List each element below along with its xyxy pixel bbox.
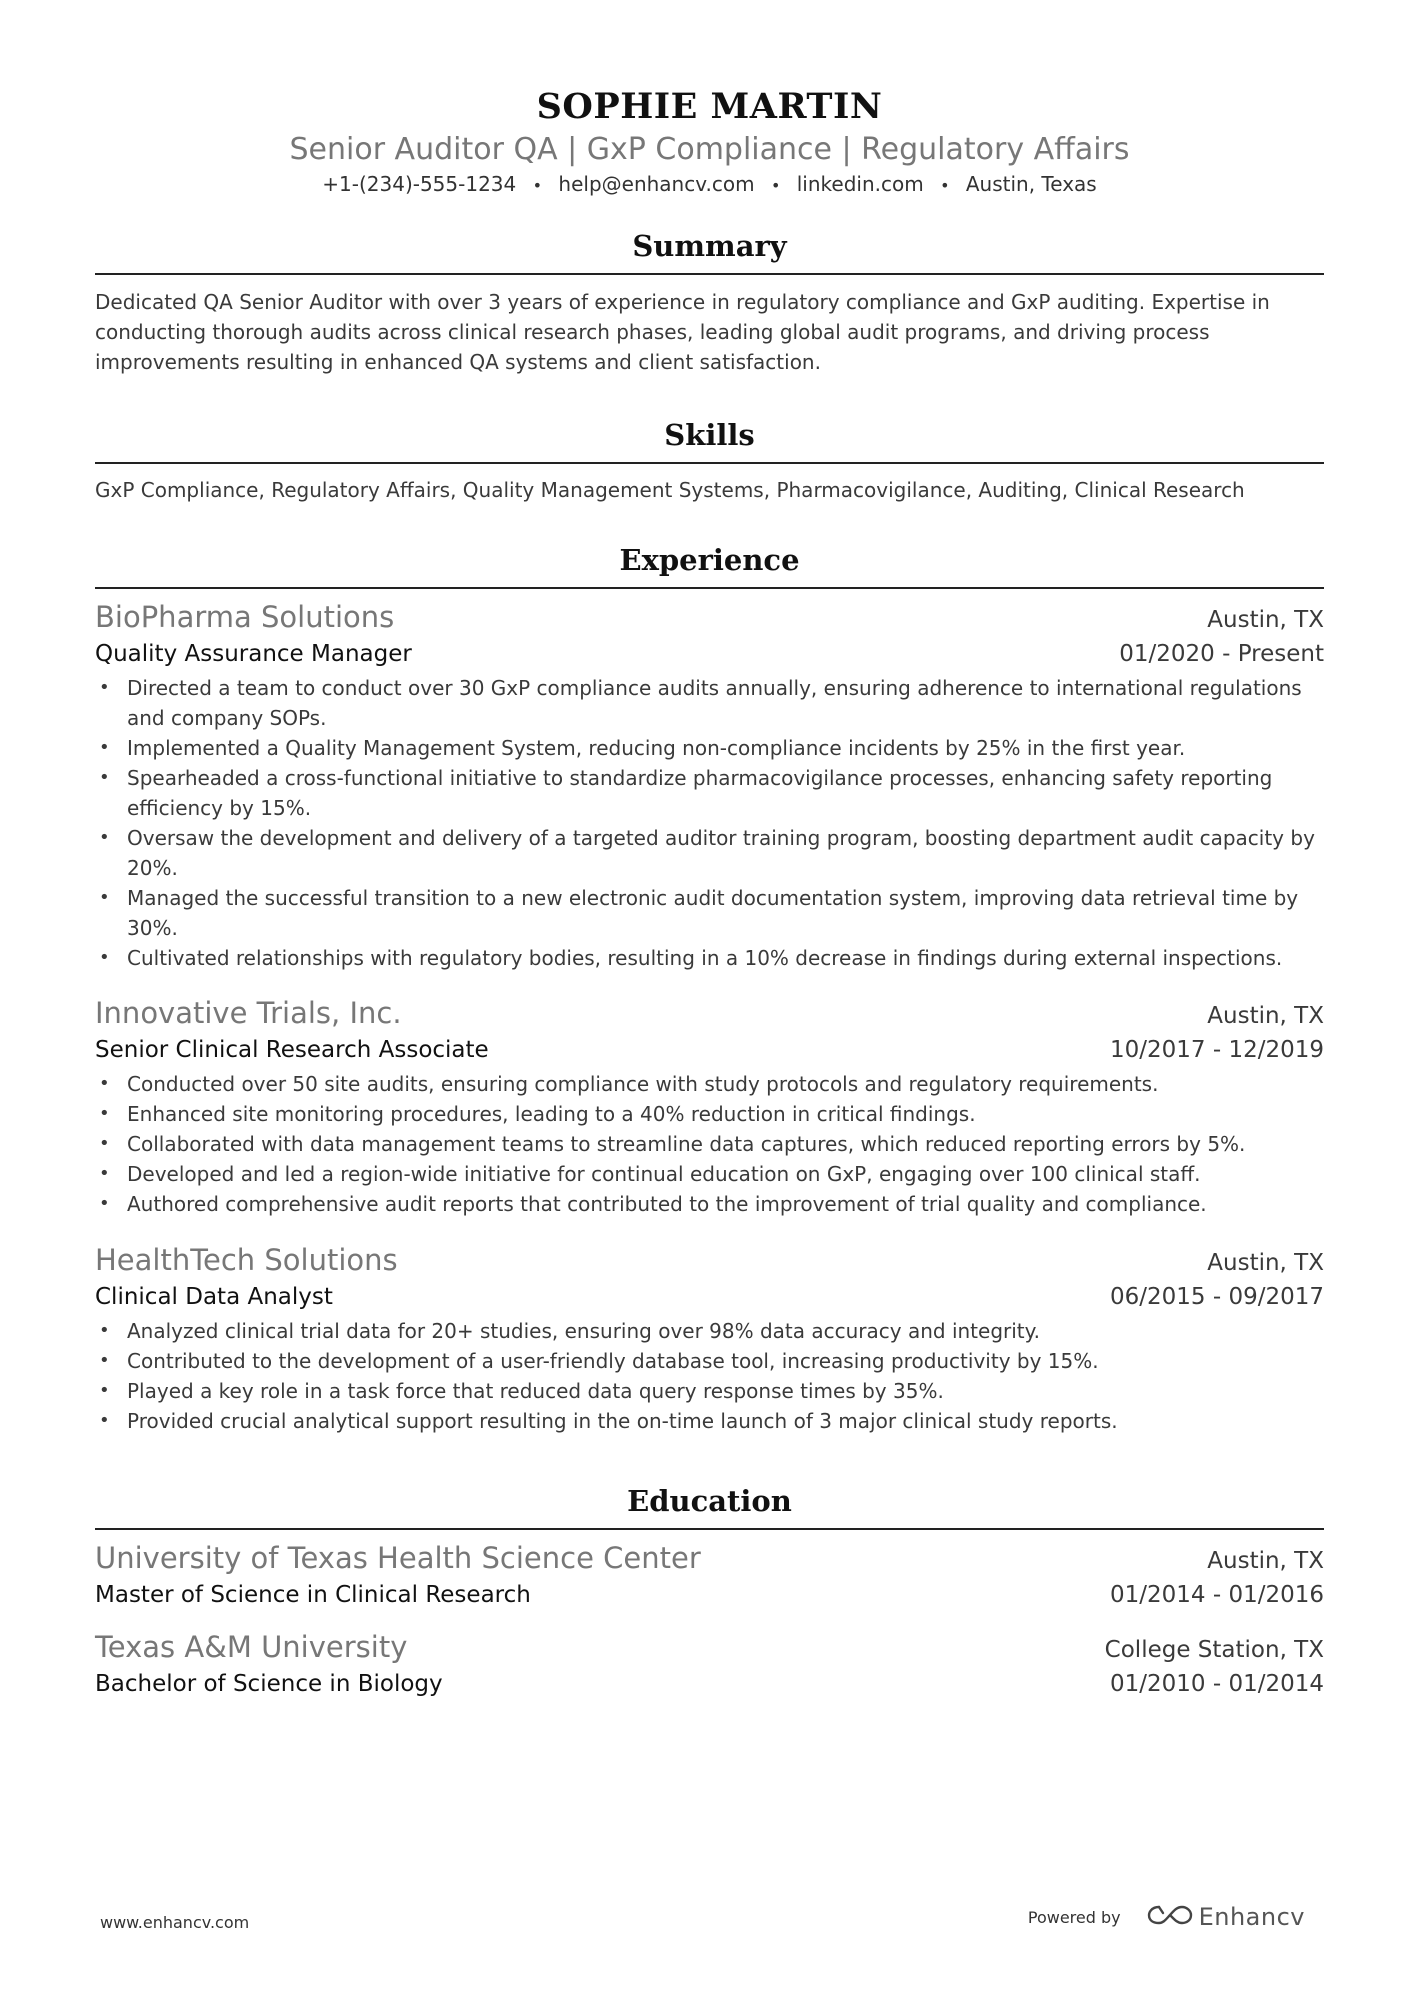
powered-by-label: Powered by: [1027, 1907, 1121, 1927]
school-name: University of Texas Health Science Center: [95, 1541, 701, 1575]
achievement-item: • Oversaw the development and delivery of a targeted auditor training program, boosting department audit capacity by 20%.: [95, 823, 1324, 883]
school-location: Austin, TX: [1207, 1548, 1324, 1574]
experience-heading: Experience: [619, 543, 800, 577]
achievement-item: • Conducted over 50 site audits, ensuring compliance with study protocols and regulatory requirements.: [95, 1069, 1324, 1099]
contact-location: Austin, Texas: [965, 172, 1097, 196]
achievement-item: • Authored comprehensive audit reports that contributed to the improvement of trial quality and compliance.: [95, 1189, 1324, 1219]
achievement-item: • Analyzed clinical trial data for 20+ studies, ensuring over 98% data accuracy and integrity.: [95, 1316, 1324, 1346]
summary-divider: [95, 273, 1324, 275]
achievement-item: • Contributed to the development of a user-friendly database tool, increasing productivity by 15%.: [95, 1346, 1324, 1376]
experience-entry: [95, 598, 1324, 973]
contact-phone: +1-(234)-555-1234: [322, 172, 517, 196]
achievement-item: • Directed a team to conduct over 30 GxP compliance audits annually, ensuring adherence to international regulations and company SOPs.: [95, 673, 1324, 733]
school-location: College Station, TX: [1104, 1637, 1324, 1663]
degree-name: Master of Science in Clinical Research: [95, 1582, 531, 1608]
enhancv-logo-icon: [1147, 1903, 1193, 1931]
candidate-title: Senior Auditor QA | GxP Compliance | Regulatory Affairs: [289, 132, 1130, 167]
enhancv-brand-name: Enhancv: [1198, 1903, 1305, 1931]
skills-divider: [95, 462, 1324, 464]
company-name: HealthTech Solutions: [95, 1243, 398, 1277]
education-entry: [95, 1539, 1324, 1612]
job-dates: 10/2017 - 12/2019: [1109, 1037, 1324, 1063]
skills-text: GxP Compliance, Regulatory Affairs, Quality Management Systems, Pharmacovigilance, Auditing, Clinical Research: [95, 478, 1245, 502]
achievement-list: [95, 673, 1324, 973]
footer-website[interactable]: www.enhancv.com: [100, 1913, 250, 1932]
experience-entry: [95, 1241, 1324, 1436]
experience-entry: [95, 994, 1324, 1219]
job-location: Austin, TX: [1207, 1250, 1324, 1276]
contact-linkedin[interactable]: linkedin.com: [796, 172, 924, 196]
achievement-item: • Enhanced site monitoring procedures, leading to a 40% reduction in critical findings.: [95, 1099, 1324, 1129]
education-dates: 01/2014 - 01/2016: [1109, 1582, 1324, 1608]
degree-name: Bachelor of Science in Biology: [95, 1671, 443, 1697]
experience-divider: [95, 587, 1324, 589]
contact-separator: •: [770, 176, 781, 195]
job-location: Austin, TX: [1207, 1003, 1324, 1029]
summary-heading: Summary: [632, 229, 787, 263]
achievement-item: • Cultivated relationships with regulatory bodies, resulting in a 10% decrease in findings during external inspections.: [95, 943, 1324, 973]
achievement-list: [95, 1316, 1324, 1436]
achievement-list: [95, 1069, 1324, 1219]
company-name: Innovative Trials, Inc.: [95, 996, 402, 1030]
skills-heading: Skills: [664, 418, 755, 452]
job-title: Senior Clinical Research Associate: [95, 1037, 489, 1063]
footer-branding: [1028, 1903, 1305, 1931]
job-title: Clinical Data Analyst: [95, 1284, 333, 1310]
education-divider: [95, 1528, 1324, 1530]
job-location: Austin, TX: [1207, 607, 1324, 633]
candidate-name: SOPHIE MARTIN: [536, 86, 883, 127]
job-dates: 01/2020 - Present: [1119, 641, 1324, 667]
education-entry: [95, 1628, 1324, 1701]
school-name: Texas A&M University: [95, 1630, 408, 1664]
enhancv-logo[interactable]: [1147, 1903, 1305, 1931]
achievement-item: • Developed and led a region-wide initiative for continual education on GxP, engaging over 100 clinical staff.: [95, 1159, 1324, 1189]
summary-text: Dedicated QA Senior Auditor with over 3 years of experience in regulatory compliance and GxP auditing. Expertise in conducting thorough audits across clinical research phases, leading global audit programs, and driving process improvements resulting in enhanced QA systems and client satisfaction.: [95, 290, 1270, 374]
contact-separator: •: [940, 176, 950, 195]
achievement-item: • Spearheaded a cross-functional initiative to standardize pharmacovigilance processes, enhancing safety reporting efficiency by 15%.: [95, 763, 1324, 823]
contact-line: [95, 170, 1324, 200]
contact-email[interactable]: help@enhancv.com: [558, 172, 755, 196]
education-dates: 01/2010 - 01/2014: [1109, 1671, 1324, 1697]
achievement-item: • Played a key role in a task force that reduced data query response times by 35%.: [95, 1376, 1324, 1406]
contact-separator: •: [532, 176, 543, 195]
achievement-item: • Managed the successful transition to a new electronic audit documentation system, improving data retrieval time by 30%.: [95, 883, 1324, 943]
achievement-item: • Provided crucial analytical support resulting in the on-time launch of 3 major clinical study reports.: [95, 1406, 1324, 1436]
achievement-item: • Collaborated with data management teams to streamline data captures, which reduced reporting errors by 5%.: [95, 1129, 1324, 1159]
achievement-item: • Implemented a Quality Management System, reducing non-compliance incidents by 25% in the first year.: [95, 733, 1324, 763]
company-name: BioPharma Solutions: [95, 600, 395, 634]
job-title: Quality Assurance Manager: [95, 641, 412, 667]
education-heading: Education: [627, 1484, 792, 1518]
job-dates: 06/2015 - 09/2017: [1109, 1284, 1324, 1310]
